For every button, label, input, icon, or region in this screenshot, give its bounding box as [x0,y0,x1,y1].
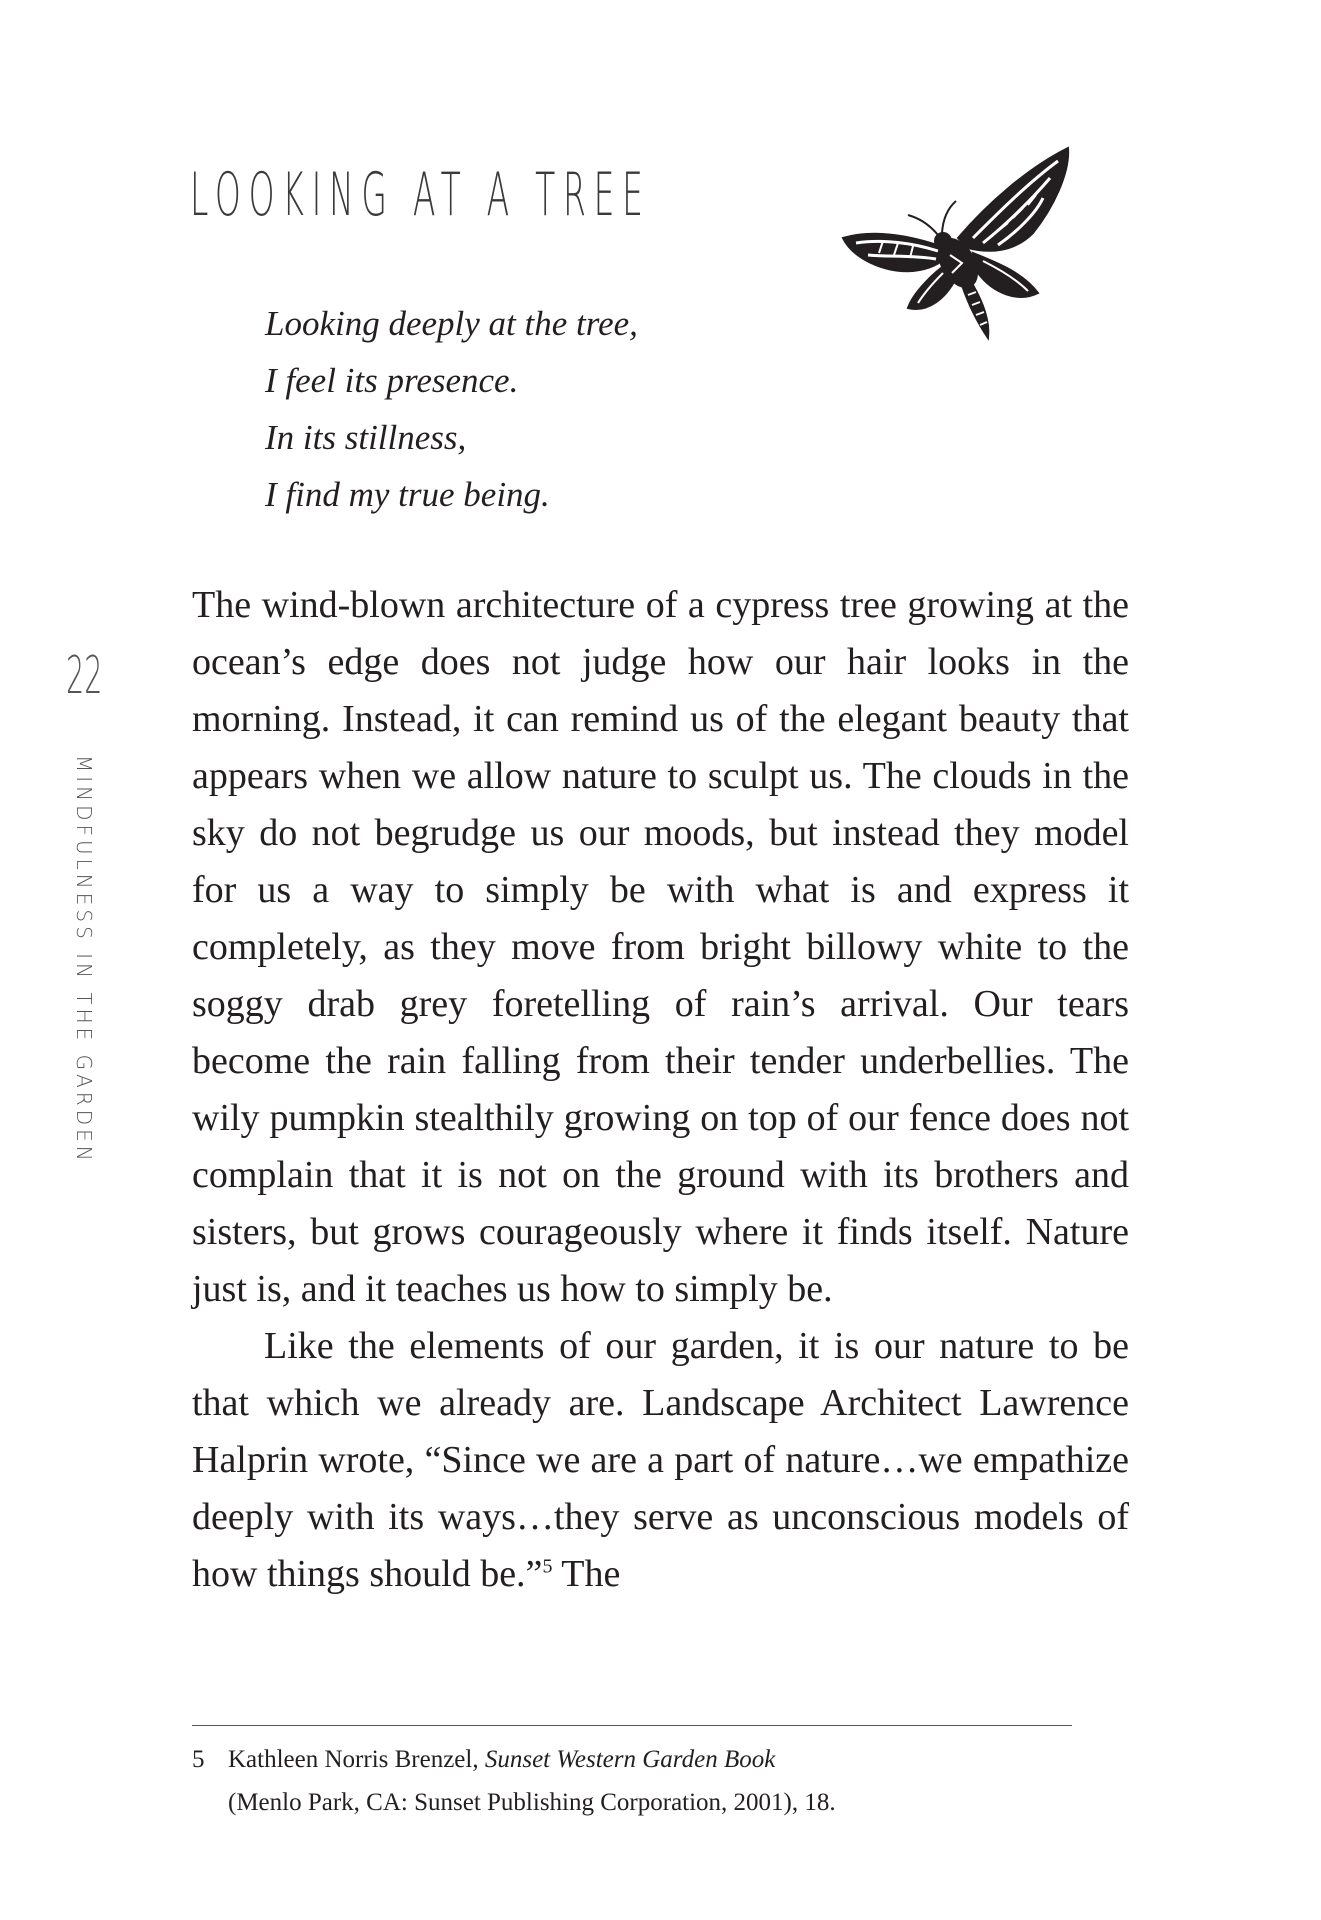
epigraph-poem [265,295,638,523]
footnote-number: 5 [192,1746,205,1773]
body-paragraph: The wind-blown architecture of a cypress tree growing at the ocean’s edge does not judge how our hair looks in the morning. Instead, it can remind us of the elegant beauty that appears when we allow nature to sculpt us. The clouds in the sky do not begrudge us our moods, but instead they model for us a way to simply be with what is and express it completely, as they move from bright billowy white to the soggy drab grey foretelling of rain’s arrival. Our tears become the rain falling from their tender underbellies. The wily pumpkin stealthily growing on top of our fence does not complain that it is not on the ground with its brothers and sisters, but grows courageously where it finds itself. Nature just is, and it teaches us how to simply be. [192,584,1129,1310]
footnote-reference[interactable]: 5 [542,1555,553,1578]
poem-line: In its stillness, [265,418,467,457]
footnote-publication: (Menlo Park, CA: Sunset Publishing Corporation, 2001), 18. [228,1789,836,1816]
moth-icon [838,143,1078,343]
page-number: 22 [66,646,103,706]
running-title: MINDFULNESS IN THE GARDEN [72,755,96,1165]
footnote-author: Kathleen Norris Brenzel, [228,1746,485,1773]
poem-line: I feel its presence. [265,361,519,400]
poem-line: Looking deeply at the tree, [265,304,638,343]
body-paragraph [192,1318,1129,1603]
poem-line: I find my true being. [265,475,550,514]
chapter-title: LOOKING AT A TREE [190,160,651,230]
body-text [192,577,1129,1603]
footnote-divider [192,1725,1072,1726]
footnote [192,1738,1092,1824]
footnote-book-title: Sunset Western Garden Book [484,1746,776,1773]
body-paragraph-text: Like the elements of our garden, it is our nature to be that which we already are. Landscape Architect Lawrence Halprin wrote, “Since we are a part of nature…we empathize deeply with its ways…they serve as unconscious models of how things should be.” [192,1325,1129,1595]
body-paragraph-tail: The [552,1553,621,1595]
